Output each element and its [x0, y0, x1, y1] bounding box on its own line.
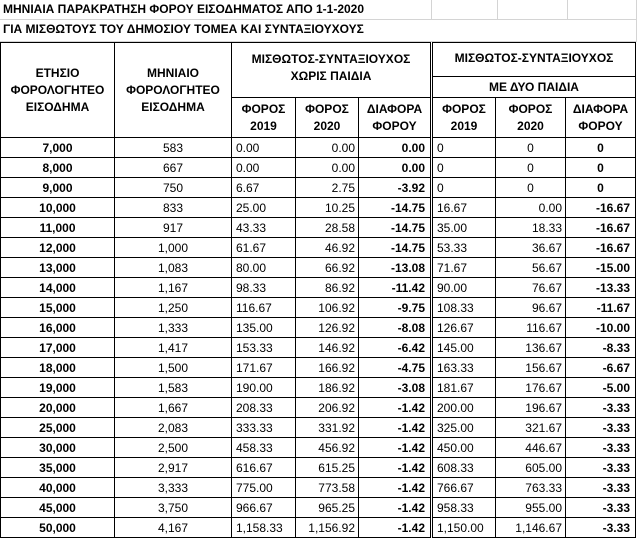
cell-tax-2020-two-children: 0.00 [496, 198, 566, 218]
cell-tax-2020-no-children: 126.92 [296, 318, 359, 338]
cell-tax-2019-no-children: 43.33 [232, 218, 296, 238]
table-row [1, 238, 636, 258]
col-header-monthly-line1: ΜΗΝΙΑΙΟ [147, 65, 199, 80]
cell-tax-2019-no-children: 458.33 [232, 438, 296, 458]
table-row [1, 158, 636, 178]
cell-tax-2020-two-children: 196.67 [496, 398, 566, 418]
table-row [1, 218, 636, 238]
cell-annual-income: 45,000 [1, 498, 115, 518]
cell-diff-no-children: -6.42 [359, 338, 432, 358]
cell-tax-2020-no-children: 166.92 [296, 358, 359, 378]
cell-tax-2019-two-children: 450.00 [432, 438, 496, 458]
cell-annual-income: 7,000 [1, 138, 115, 158]
cell-annual-income: 9,000 [1, 178, 115, 198]
cell-tax-2020-no-children: 773.58 [296, 478, 359, 498]
cell-tax-2019-two-children: 766.67 [432, 478, 496, 498]
col-header-year: 2020 [517, 118, 544, 133]
cell-monthly-income: 583 [115, 138, 232, 158]
cell-diff-no-children: 0.00 [359, 138, 432, 158]
cell-diff-two-children: -6.67 [566, 358, 636, 378]
cell-tax-2019-no-children: 153.33 [232, 338, 296, 358]
cell-diff-two-children: -3.33 [566, 438, 636, 458]
cell-tax-2019-two-children: 958.33 [432, 498, 496, 518]
cell-diff-no-children: -14.75 [359, 238, 432, 258]
cell-tax-2019-two-children: 35.00 [432, 218, 496, 238]
cell-diff-two-children: -3.33 [566, 498, 636, 518]
cell-tax-2019-no-children: 6.67 [232, 178, 296, 198]
cell-diff-no-children: -1.42 [359, 478, 432, 498]
cell-diff-two-children: -15.00 [566, 258, 636, 278]
sheet-subtitle: ΓΙΑ ΜΙΣΘΩΤΟΥΣ ΤΟΥ ΔΗΜΟΣΙΟΥ ΤΟΜΕΑ ΚΑΙ ΣΥΝΤΑΞΙΟΥΧΟΥΣ [3, 22, 364, 36]
cell-diff-no-children: -1.42 [359, 498, 432, 518]
cell-diff-two-children: 0 [566, 138, 636, 158]
cell-diff-two-children: -16.67 [566, 218, 636, 238]
col-header-tax-2019-a [232, 98, 296, 138]
cell-tax-2020-no-children: 456.92 [296, 438, 359, 458]
cell-diff-two-children: -10.00 [566, 318, 636, 338]
cell-tax-2020-no-children: 28.58 [296, 218, 359, 238]
cell-annual-income: 19,000 [1, 378, 115, 398]
cell-annual-income: 8,000 [1, 158, 115, 178]
cell-tax-2020-two-children: 116.67 [496, 318, 566, 338]
cell-tax-2019-two-children: 325.00 [432, 418, 496, 438]
col-header-year: 2019 [450, 118, 478, 133]
cell-tax-2019-two-children: 181.67 [432, 378, 496, 398]
cell-diff-two-children: -16.67 [566, 198, 636, 218]
cell-tax-2020-two-children: 0 [496, 158, 566, 178]
cell-tax-2019-two-children: 200.00 [432, 398, 496, 418]
group-header-two-children-line1: ΜΙΣΘΩΤΟΣ-ΣΥΝΤΑΞΙΟΥΧΟΣ [454, 51, 614, 65]
cell-diff-no-children: -1.42 [359, 458, 432, 478]
cell-tax-2020-two-children: 96.67 [496, 298, 566, 318]
table-row [1, 458, 636, 478]
cell-annual-income: 14,000 [1, 278, 115, 298]
cell-diff-two-children: 0 [566, 178, 636, 198]
table-row [1, 418, 636, 438]
cell-annual-income: 16,000 [1, 318, 115, 338]
col-header-tax-2019-b [432, 98, 496, 138]
cell-tax-2020-two-children: 18.33 [496, 218, 566, 238]
col-header-tax-label: ΦΟΡΟΣ [241, 101, 286, 116]
cell-annual-income: 30,000 [1, 438, 115, 458]
cell-tax-2019-two-children: 0 [432, 158, 496, 178]
table-row [1, 138, 636, 158]
col-header-diff-line1: ΔΙΑΦΟΡΑ [572, 101, 629, 116]
cell-tax-2019-two-children: 608.33 [432, 458, 496, 478]
cell-diff-no-children: -14.75 [359, 198, 432, 218]
col-header-annual-line3: ΕΙΣΟΔΗΜΑ [25, 99, 90, 114]
cell-diff-no-children: -3.08 [359, 378, 432, 398]
cell-tax-2019-no-children: 0.00 [232, 158, 296, 178]
table-row [1, 398, 636, 418]
cell-tax-2019-two-children: 108.33 [432, 298, 496, 318]
cell-diff-no-children: -11.42 [359, 278, 432, 298]
cell-tax-2019-two-children: 0 [432, 178, 496, 198]
cell-tax-2020-no-children: 66.92 [296, 258, 359, 278]
group-header-no-children-line2: ΧΩΡΙΣ ΠΑΙΔΙΑ [290, 69, 372, 83]
cell-monthly-income: 2,500 [115, 438, 232, 458]
cell-tax-2020-two-children: 76.67 [496, 278, 566, 298]
cell-tax-2019-no-children: 135.00 [232, 318, 296, 338]
group-header-two-children [432, 43, 636, 77]
cell-annual-income: 20,000 [1, 398, 115, 418]
table-row [1, 338, 636, 358]
col-header-tax-label: ΦΟΡΟΣ [442, 101, 486, 116]
cell-annual-income: 11,000 [1, 218, 115, 238]
cell-monthly-income: 1,417 [115, 338, 232, 358]
cell-tax-2020-two-children: 0 [496, 138, 566, 158]
cell-annual-income: 15,000 [1, 298, 115, 318]
cell-tax-2020-no-children: 106.92 [296, 298, 359, 318]
cell-monthly-income: 3,750 [115, 498, 232, 518]
cell-diff-no-children: -4.75 [359, 358, 432, 378]
table-row [1, 278, 636, 298]
cell-diff-two-children: -11.67 [566, 298, 636, 318]
cell-annual-income: 50,000 [1, 518, 115, 538]
col-header-tax-label: ΦΟΡΟΣ [508, 101, 553, 116]
table-header [1, 43, 636, 138]
cell-tax-2019-no-children: 190.00 [232, 378, 296, 398]
cell-diff-no-children: -1.42 [359, 518, 432, 538]
cell-tax-2020-no-children: 331.92 [296, 418, 359, 438]
cell-diff-two-children: -5.00 [566, 378, 636, 398]
cell-tax-2020-no-children: 0.00 [296, 138, 359, 158]
cell-monthly-income: 1,500 [115, 358, 232, 378]
cell-tax-2020-no-children: 965.25 [296, 498, 359, 518]
cell-monthly-income: 1,083 [115, 258, 232, 278]
cell-tax-2020-no-children: 46.92 [296, 238, 359, 258]
cell-monthly-income: 1,333 [115, 318, 232, 338]
cell-monthly-income: 2,083 [115, 418, 232, 438]
col-header-monthly-line3: ΕΙΣΟΔΗΜΑ [141, 99, 205, 114]
cell-tax-2020-two-children: 36.67 [496, 238, 566, 258]
cell-tax-2020-two-children: 446.67 [496, 438, 566, 458]
cell-diff-no-children: -3.92 [359, 178, 432, 198]
cell-tax-2019-no-children: 80.00 [232, 258, 296, 278]
col-header-diff-b [566, 98, 636, 138]
cell-tax-2020-two-children: 763.33 [496, 478, 566, 498]
cell-tax-2019-no-children: 775.00 [232, 478, 296, 498]
cell-monthly-income: 1,000 [115, 238, 232, 258]
cell-diff-no-children: -14.75 [359, 218, 432, 238]
cell-monthly-income: 2,917 [115, 458, 232, 478]
table-row [1, 518, 636, 538]
cell-tax-2020-no-children: 186.92 [296, 378, 359, 398]
cell-tax-2020-two-children: 0 [496, 178, 566, 198]
cell-tax-2019-no-children: 616.67 [232, 458, 296, 478]
table-row [1, 258, 636, 278]
cell-diff-two-children: -3.33 [566, 418, 636, 438]
cell-tax-2020-two-children: 176.67 [496, 378, 566, 398]
cell-tax-2019-two-children: 145.00 [432, 338, 496, 358]
cell-tax-2020-two-children: 56.67 [496, 258, 566, 278]
cell-monthly-income: 1,583 [115, 378, 232, 398]
col-header-tax-2020-a [296, 98, 359, 138]
cell-diff-no-children: 0.00 [359, 158, 432, 178]
cell-tax-2019-two-children: 0 [432, 138, 496, 158]
cell-tax-2020-two-children: 136.67 [496, 338, 566, 358]
cell-diff-no-children: -1.42 [359, 438, 432, 458]
cell-tax-2019-no-children: 25.00 [232, 198, 296, 218]
cell-tax-2020-no-children: 2.75 [296, 178, 359, 198]
cell-tax-2019-no-children: 116.67 [232, 298, 296, 318]
cell-tax-2019-no-children: 208.33 [232, 398, 296, 418]
cell-annual-income: 12,000 [1, 238, 115, 258]
cell-monthly-income: 1,167 [115, 278, 232, 298]
cell-diff-two-children: -3.33 [566, 518, 636, 538]
cell-tax-2019-no-children: 171.67 [232, 358, 296, 378]
table-row [1, 438, 636, 458]
col-header-annual-income [1, 43, 115, 138]
cell-tax-2020-two-children: 156.67 [496, 358, 566, 378]
cell-tax-2020-no-children: 0.00 [296, 158, 359, 178]
tax-table [0, 42, 636, 538]
col-header-tax-2020-b [496, 98, 566, 138]
cell-monthly-income: 4,167 [115, 518, 232, 538]
cell-tax-2019-no-children: 98.33 [232, 278, 296, 298]
cell-tax-2019-two-children: 163.33 [432, 358, 496, 378]
col-header-annual-line1: ΕΤΗΣΙΟ [35, 65, 80, 80]
cell-diff-no-children: -1.42 [359, 398, 432, 418]
col-header-year: 2020 [313, 118, 341, 133]
cell-tax-2019-no-children: 61.67 [232, 238, 296, 258]
cell-annual-income: 35,000 [1, 458, 115, 478]
cell-annual-income: 10,000 [1, 198, 115, 218]
cell-monthly-income: 667 [115, 158, 232, 178]
cell-diff-two-children: 0 [566, 158, 636, 178]
col-header-monthly-line2: ΦΟΡΟΛΟΓΗΤΕΟ [126, 82, 220, 97]
table-row [1, 498, 636, 518]
table-body [1, 138, 636, 538]
cell-diff-two-children: -3.33 [566, 398, 636, 418]
cell-tax-2020-two-children: 1,146.67 [496, 518, 566, 538]
cell-tax-2019-two-children: 90.00 [432, 278, 496, 298]
cell-diff-no-children: -13.08 [359, 258, 432, 278]
col-header-year: 2019 [250, 118, 277, 133]
cell-tax-2020-two-children: 605.00 [496, 458, 566, 478]
cell-diff-two-children: -3.33 [566, 478, 636, 498]
cell-tax-2020-no-children: 206.92 [296, 398, 359, 418]
table-row [1, 178, 636, 198]
cell-monthly-income: 833 [115, 198, 232, 218]
cell-monthly-income: 750 [115, 178, 232, 198]
table-row [1, 478, 636, 498]
cell-tax-2019-two-children: 16.67 [432, 198, 496, 218]
cell-diff-no-children: -9.75 [359, 298, 432, 318]
cell-tax-2020-no-children: 1,156.92 [296, 518, 359, 538]
col-header-diff-line2: ΦΟΡΟΥ [372, 118, 417, 133]
table-row [1, 318, 636, 338]
col-header-monthly-income [115, 43, 232, 138]
cell-annual-income: 18,000 [1, 358, 115, 378]
cell-tax-2020-no-children: 615.25 [296, 458, 359, 478]
col-header-diff-a [359, 98, 432, 138]
group-header-two-children-line2: ΜΕ ΔΥΟ ΠΑΙΔΙΑ [432, 77, 636, 98]
cell-monthly-income: 1,250 [115, 298, 232, 318]
cell-annual-income: 40,000 [1, 478, 115, 498]
cell-monthly-income: 1,667 [115, 398, 232, 418]
table-row [1, 198, 636, 218]
cell-tax-2019-two-children: 71.67 [432, 258, 496, 278]
cell-diff-no-children: -1.42 [359, 418, 432, 438]
col-header-diff-line2: ΦΟΡΟΥ [578, 118, 623, 133]
cell-tax-2020-no-children: 86.92 [296, 278, 359, 298]
col-header-annual-line2: ΦΟΡΟΛΟΓΗΤΕΟ [10, 82, 105, 97]
table-row [1, 358, 636, 378]
cell-tax-2019-no-children: 0.00 [232, 138, 296, 158]
group-header-no-children-line1: ΜΙΣΘΩΤΟΣ-ΣΥΝΤΑΞΙΟΥΧΟΣ [251, 52, 411, 66]
cell-annual-income: 13,000 [1, 258, 115, 278]
col-header-diff-line1: ΔΙΑΦΟΡΑ [366, 101, 423, 116]
cell-tax-2020-no-children: 10.25 [296, 198, 359, 218]
cell-monthly-income: 3,333 [115, 478, 232, 498]
cell-diff-two-children: -13.33 [566, 278, 636, 298]
cell-tax-2019-no-children: 966.67 [232, 498, 296, 518]
cell-diff-two-children: -3.33 [566, 458, 636, 478]
cell-diff-two-children: -8.33 [566, 338, 636, 358]
group-header-no-children [232, 43, 432, 98]
cell-tax-2019-no-children: 333.33 [232, 418, 296, 438]
table-row [1, 378, 636, 398]
cell-annual-income: 17,000 [1, 338, 115, 358]
table-row [1, 298, 636, 318]
cell-tax-2019-two-children: 53.33 [432, 238, 496, 258]
cell-monthly-income: 917 [115, 218, 232, 238]
sheet-title: ΜΗΝΙΑΙΑ ΠΑΡΑΚΡΑΤΗΣΗ ΦΟΡΟΥ ΕΙΣΟΔΗΜΑΤΟΣ ΑΠΟ 1-1-2020 [3, 2, 365, 16]
cell-tax-2020-no-children: 146.92 [296, 338, 359, 358]
cell-tax-2019-two-children: 1,150.00 [432, 518, 496, 538]
cell-tax-2019-no-children: 1,158.33 [232, 518, 296, 538]
cell-tax-2020-two-children: 321.67 [496, 418, 566, 438]
cell-diff-no-children: -8.08 [359, 318, 432, 338]
col-header-tax-label: ΦΟΡΟΣ [305, 101, 349, 116]
cell-tax-2019-two-children: 126.67 [432, 318, 496, 338]
cell-tax-2020-two-children: 955.00 [496, 498, 566, 518]
cell-annual-income: 25,000 [1, 418, 115, 438]
cell-diff-two-children: -16.67 [566, 238, 636, 258]
